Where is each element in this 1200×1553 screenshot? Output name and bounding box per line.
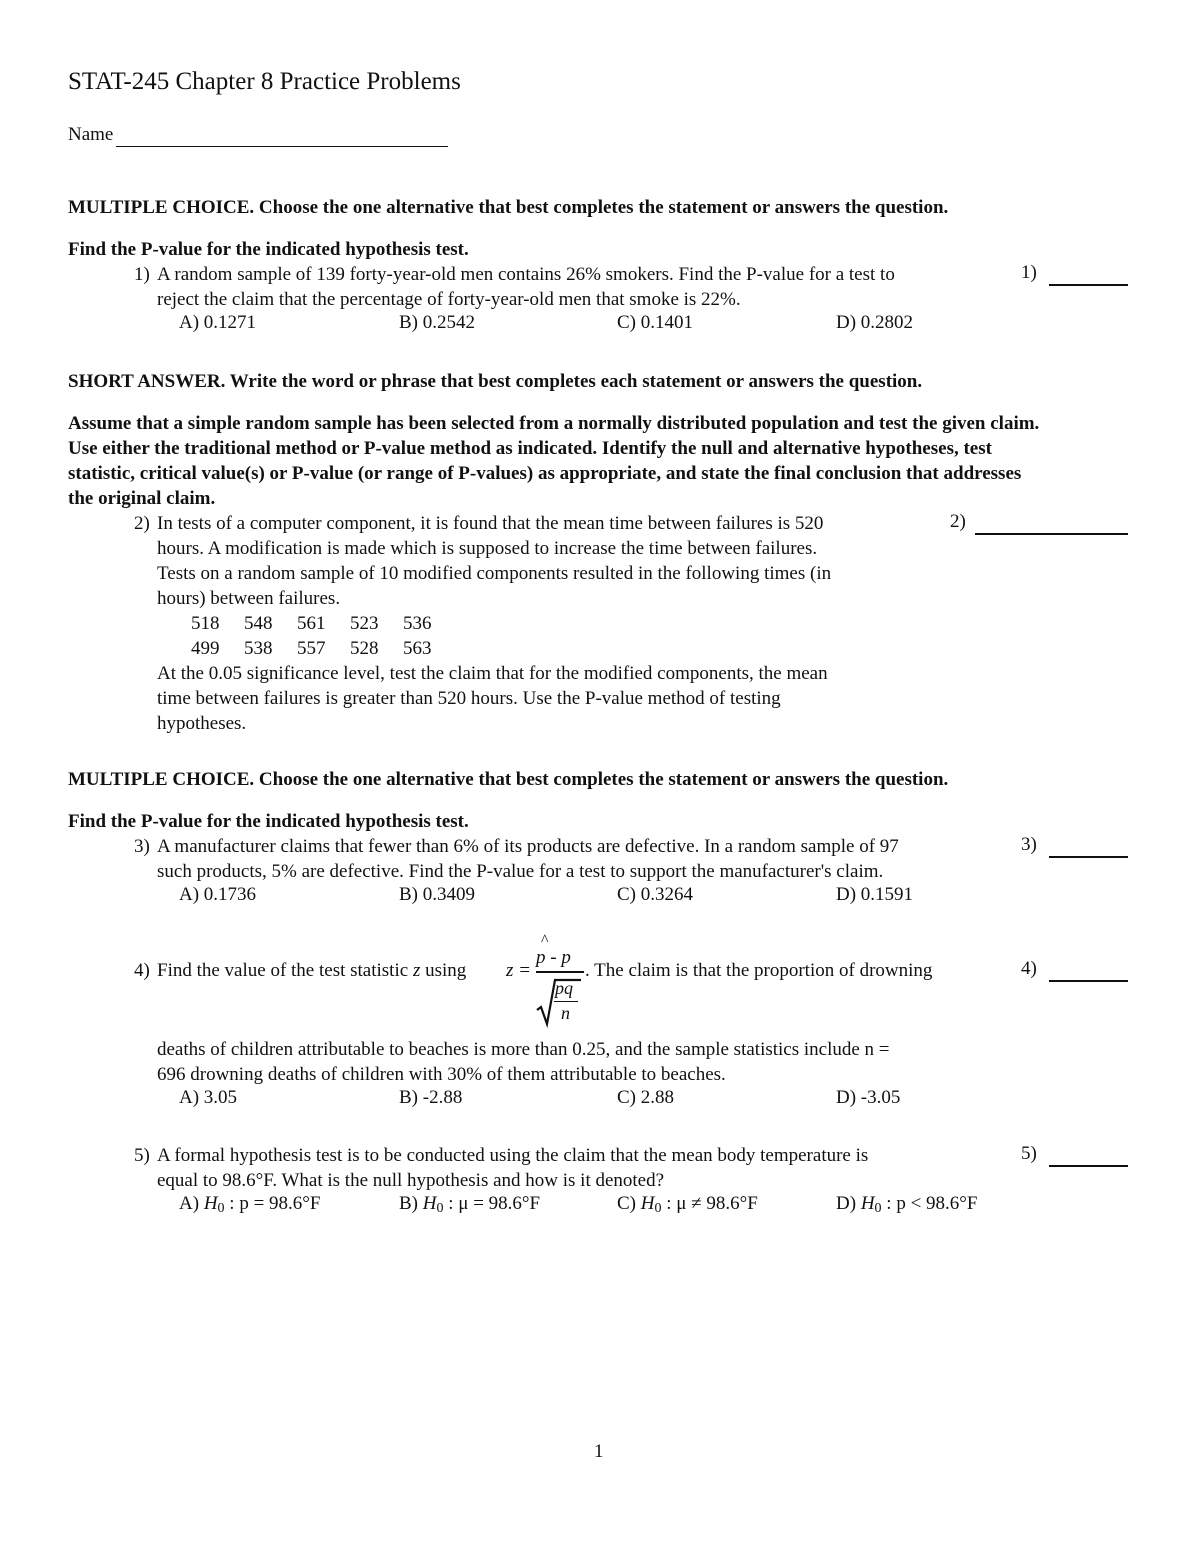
q2-data-row-2 — [191, 636, 456, 661]
mc-header-2: MULTIPLE CHOICE. Choose the one alternative that best completes the statement or answers the question. — [68, 769, 949, 790]
q5-h-symbol: H — [203, 1193, 218, 1214]
q5-line-2: equal to 98.6°F. What is the null hypothesis and how is it denoted? — [157, 1170, 665, 1191]
data-value: 548 — [244, 613, 273, 634]
q5-answer-label: 5) — [1021, 1143, 1037, 1164]
q4-lead-text: Find the value of the test statistic — [157, 960, 413, 981]
q2-line-5: At the 0.05 significance level, test the claim that for the modified components, the mean — [157, 663, 828, 684]
mc-instruction-2: Find the P-value for the indicated hypothesis test. — [68, 811, 469, 832]
q1-option-b[interactable]: B) 0.2542 — [399, 312, 475, 333]
data-value: 499 — [191, 638, 220, 659]
data-value: 557 — [297, 638, 326, 659]
data-value: 538 — [244, 638, 273, 659]
mc-header-1: MULTIPLE CHOICE. Choose the one alternative that best completes the statement or answers the question. — [68, 197, 949, 218]
q5-option-letter: A) — [179, 1193, 200, 1214]
q3-option-b[interactable]: B) 0.3409 — [399, 884, 475, 905]
q3-option-d[interactable]: D) 0.1591 — [836, 884, 914, 905]
q4-denominator-top: pq — [555, 978, 573, 998]
name-label: Name — [68, 124, 114, 145]
q2-line-2: hours. A modification is made which is supposed to increase the time between failures. — [157, 538, 818, 559]
name-field-line[interactable] — [116, 146, 448, 147]
q5-option-letter: C) — [617, 1193, 636, 1214]
q2-line-3: Tests on a random sample of 10 modified components resulted in the following times (in — [157, 563, 832, 584]
q5-option-rest: : μ = 98.6°F — [443, 1193, 541, 1214]
q5-number: 5) — [134, 1145, 150, 1166]
q5-h-symbol: H — [640, 1193, 655, 1214]
data-value: 523 — [350, 613, 379, 634]
q1-line-2: reject the claim that the percentage of forty-year-old men that smoke is 22%. — [157, 289, 741, 310]
q5-option-rest: : p = 98.6°F — [224, 1193, 321, 1214]
mc-instruction-1: Find the P-value for the indicated hypothesis test. — [68, 239, 469, 260]
q2-line-1: In tests of a computer component, it is found that the mean time between failures is 520 — [157, 513, 824, 534]
q4-line-1: deaths of children attributable to beaches is more than 0.25, and the sample statistics include n = — [157, 1039, 890, 1060]
sa-instruction-3: statistic, critical value(s) or P-value (or range of P-values) as appropriate, and state the final conclusion that addresses — [68, 463, 1022, 484]
q4-option-b[interactable]: B) -2.88 — [399, 1087, 463, 1108]
data-value: 518 — [191, 613, 220, 634]
q5-line-1: A formal hypothesis test is to be conducted using the claim that the mean body temperature is — [157, 1145, 869, 1166]
q3-option-a[interactable]: A) 0.1736 — [179, 884, 257, 905]
sa-header: SHORT ANSWER. Write the word or phrase that best completes each statement or answers the question. — [68, 371, 923, 392]
q5-option-rest: : p < 98.6°F — [881, 1193, 978, 1214]
q2-answer-blank[interactable] — [975, 533, 1128, 535]
q4-fraction-bar — [536, 971, 584, 973]
q4-option-c[interactable]: C) 2.88 — [617, 1087, 674, 1108]
page-title: STAT-245 Chapter 8 Practice Problems — [68, 68, 461, 95]
q4-z-eq: z = — [506, 960, 531, 981]
q1-answer-blank[interactable] — [1049, 284, 1128, 286]
q4-number: 4) — [134, 960, 150, 981]
q2-line-4: hours) between failures. — [157, 588, 341, 609]
q3-line-2: such products, 5% are defective. Find the P-value for a test to support the manufacturer's claim. — [157, 861, 884, 882]
q5-h-sub: 0 — [436, 1201, 444, 1216]
page-number: 1 — [594, 1441, 604, 1462]
q3-option-c[interactable]: C) 0.3264 — [617, 884, 693, 905]
q4-answer-label: 4) — [1021, 958, 1037, 979]
data-value: 536 — [403, 613, 432, 634]
q1-number: 1) — [134, 264, 150, 285]
q1-line-1: A random sample of 139 forty-year-old men contains 26% smokers. Find the P-value for a test to — [157, 264, 895, 285]
q4-line-2: 696 drowning deaths of children with 30% of them attributable to beaches. — [157, 1064, 726, 1085]
q5-option-rest: : μ ≠ 98.6°F — [661, 1193, 758, 1214]
sa-instruction-1: Assume that a simple random sample has been selected from a normally distributed population and test the given claim. — [68, 413, 1040, 434]
q4-option-a[interactable]: A) 3.05 — [179, 1087, 238, 1108]
data-value: 563 — [403, 638, 432, 659]
q3-answer-label: 3) — [1021, 834, 1037, 855]
q3-number: 3) — [134, 836, 150, 857]
q5-h-sub: 0 — [217, 1201, 225, 1216]
q5-option-letter: D) — [836, 1193, 857, 1214]
q2-line-6: time between failures is greater than 520 hours. Use the P-value method of testing — [157, 688, 781, 709]
q5-option-letter: B) — [399, 1193, 418, 1214]
q2-number: 2) — [134, 513, 150, 534]
q2-line-7: hypotheses. — [157, 713, 247, 734]
q5-option-b[interactable] — [399, 1193, 540, 1217]
q2-data-row-1 — [191, 611, 456, 636]
q3-line-1: A manufacturer claims that fewer than 6% of its products are defective. In a random sample of 97 — [157, 836, 899, 857]
q4-numerator: p - p — [536, 947, 571, 968]
q2-answer-label: 2) — [950, 511, 966, 532]
q5-h-symbol: H — [422, 1193, 437, 1214]
q4-hat-symbol: ^ — [541, 932, 549, 949]
q5-option-c[interactable] — [617, 1193, 758, 1217]
q4-option-d[interactable]: D) -3.05 — [836, 1087, 901, 1108]
data-value: 561 — [297, 613, 326, 634]
q1-option-a[interactable]: A) 0.1271 — [179, 312, 257, 333]
q5-h-sub: 0 — [874, 1201, 882, 1216]
q4-z-var: z — [412, 960, 421, 981]
q4-tail: . The claim is that the proportion of drowning — [585, 960, 933, 981]
q5-option-a[interactable] — [179, 1193, 320, 1217]
data-value: 528 — [350, 638, 379, 659]
q4-inner-fraction-bar — [554, 1001, 578, 1002]
q5-option-d[interactable] — [836, 1193, 977, 1217]
q4-answer-blank[interactable] — [1049, 980, 1128, 982]
q4-denominator-bottom: n — [561, 1003, 570, 1023]
q5-h-symbol: H — [860, 1193, 875, 1214]
sa-instruction-2: Use either the traditional method or P-value method as indicated. Identify the null and alternative hypotheses, test — [68, 438, 992, 459]
sa-instruction-4: the original claim. — [68, 488, 216, 509]
q1-option-d[interactable]: D) 0.2802 — [836, 312, 914, 333]
q1-option-c[interactable]: C) 0.1401 — [617, 312, 693, 333]
q1-answer-label: 1) — [1021, 262, 1037, 283]
q4-lead — [157, 958, 466, 983]
q3-answer-blank[interactable] — [1049, 856, 1128, 858]
q4-using: using — [420, 960, 467, 981]
q5-answer-blank[interactable] — [1049, 1165, 1128, 1167]
q5-h-sub: 0 — [654, 1201, 662, 1216]
